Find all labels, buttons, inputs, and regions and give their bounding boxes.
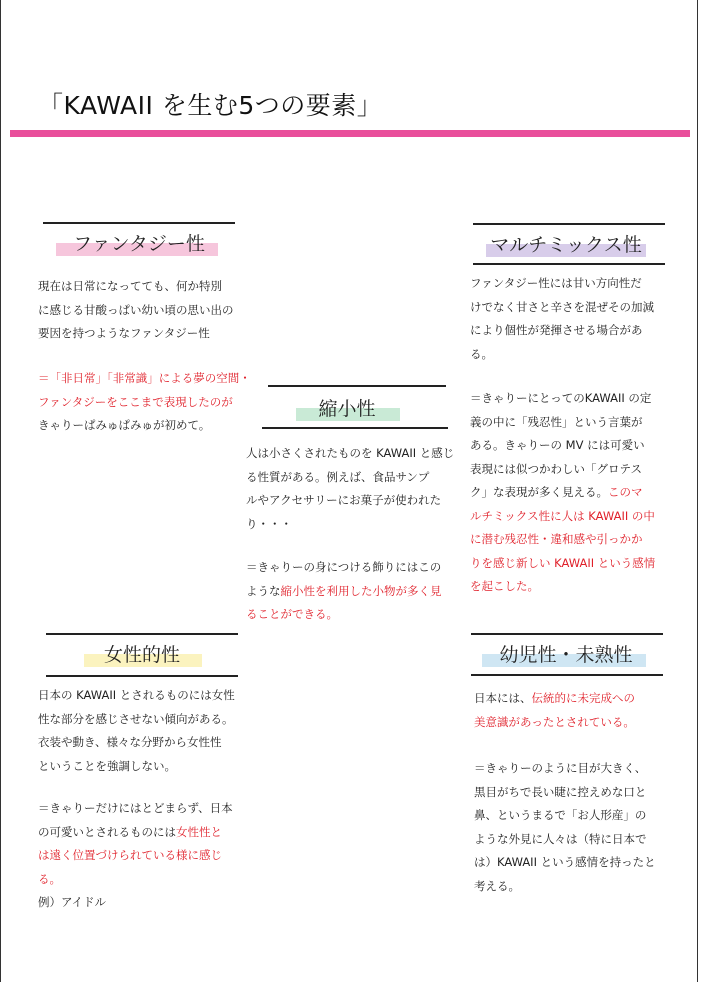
body-line: り・・・ <box>246 516 292 531</box>
note-line-red: 女性性と <box>176 824 222 839</box>
note-line: ある。きゃりーの MV には可愛い <box>470 438 645 452</box>
note-line-red: を起こした。 <box>470 579 539 593</box>
body-line: に感じる甘酸っぱい幼い頃の思い出の <box>38 302 234 317</box>
section-fantasy-note <box>38 367 251 438</box>
section-childish-rule-bottom <box>471 674 663 676</box>
note-line: 義の中に「残忍性」という言葉が <box>470 414 643 429</box>
section-shrink-rule-bottom <box>262 427 448 429</box>
note-line-red: ることができる。 <box>246 607 338 621</box>
body-line-red: 美意識があったとされている。 <box>474 714 635 729</box>
note-line-red: る。 <box>38 871 61 886</box>
body-line: ファンタジー性には甘い方向性だ <box>470 276 642 290</box>
section-multi-mix-note <box>470 387 655 599</box>
note-line: 鼻、というまるで「お人形産」の <box>474 808 647 822</box>
note-line: ＝きゃりーにとってのKAWAII の定 <box>470 391 652 405</box>
body-line: 要因を持つようなファンタジー性 <box>38 326 210 340</box>
section-childish-heading: 幼児性・未熟性 <box>499 644 633 666</box>
section-feminine-rule <box>46 633 238 635</box>
note-line: 表現には似つかわしい「グロテス <box>470 461 643 476</box>
body-line: 日本の KAWAII とされるものには女性 <box>38 688 235 702</box>
section-childish-rule <box>471 633 663 635</box>
note-line: きゃりーぱみゅぱみゅが初めて。 <box>38 418 211 432</box>
section-shrink-heading: 縮小性 <box>318 398 376 420</box>
note-line: ク」な表現が多く見える。 <box>470 485 608 499</box>
note-line: ような <box>246 583 281 598</box>
note-line: ＝「非日常」「非常識」による夢の空間・ <box>38 371 251 385</box>
body-line: 現在は日常になってても、何か特別 <box>38 279 222 293</box>
note-line: 考える。 <box>474 878 520 893</box>
title-underline-bar <box>10 130 690 137</box>
section-fantasy-rule <box>43 222 235 224</box>
body-line: 性な部分を感じさせない傾向がある。 <box>38 711 234 726</box>
section-feminine-body <box>38 684 235 778</box>
section-feminine-note <box>38 797 233 915</box>
section-multi-mix-rule <box>473 223 665 225</box>
section-multi-mix-rule-bottom <box>473 263 665 265</box>
body-line: る性質がある。例えば、食品サンプ <box>246 469 430 484</box>
section-feminine-heading: 女性的性 <box>103 644 180 666</box>
note-line: ＝きゃりーだけにはとどまらず、日本 <box>38 801 233 815</box>
note-line: ＝きゃりーのように目が大きく、 <box>474 761 647 775</box>
example-line: 例）アイドル <box>38 895 106 909</box>
note-line-red: りを感じ新しい KAWAII という感情 <box>470 555 656 570</box>
section-fantasy-heading: ファンタジー性 <box>73 233 205 255</box>
note-line: の可愛いとされるものには <box>38 824 176 839</box>
note-line: 黒目がちで長い睫に控えめな口と <box>474 784 647 799</box>
section-childish-note <box>474 757 656 898</box>
section-feminine-rule-bottom <box>46 675 238 677</box>
body-line: ということを強調しない。 <box>38 758 176 773</box>
body-line: 衣装や動き、様々な分野から女性性 <box>38 735 222 749</box>
body-line: ルやアクセサリーにお菓子が使われた <box>246 493 442 507</box>
note-line-red: このマ <box>608 485 643 499</box>
note-line-red: は遠く位置づけられている様に感じ <box>38 848 222 862</box>
body-line: 日本には、 <box>474 691 532 705</box>
section-shrink-rule <box>268 385 446 387</box>
body-line: る。 <box>470 346 493 361</box>
section-shrink-body <box>246 442 454 536</box>
body-line: により個性が発揮させる場合があ <box>470 323 643 337</box>
note-line: ファンタジーをここまで表現したのが <box>38 394 233 409</box>
section-shrink-note <box>246 556 442 627</box>
page-title: 「KAWAII を生む5つの要素」 <box>38 91 383 120</box>
body-line: 人は小さくされたものを KAWAII と感じ <box>246 446 455 460</box>
section-multi-mix-body <box>470 272 654 366</box>
note-line: は）KAWAII という感情を持ったと <box>474 855 656 869</box>
body-line: けでなく甘さと辛さを混ぜその加減 <box>470 299 654 314</box>
section-fantasy-body <box>38 275 234 346</box>
section-childish-body <box>474 687 635 734</box>
body-line-red: 伝統的に未完成への <box>531 691 635 705</box>
note-line-red: 縮小性を利用した小物が多く見 <box>280 583 442 598</box>
note-line-red: ルチミックス性に人は KAWAII の中 <box>470 508 655 523</box>
note-line: ＝きゃりーの身につける飾りにはこの <box>246 560 442 574</box>
section-multi-mix-heading: マルチミックス性 <box>490 234 642 256</box>
note-line: ような外見に人々は（特に日本で <box>474 831 647 846</box>
note-line-red: に潜む残忍性・違和感や引っかか <box>470 532 643 546</box>
